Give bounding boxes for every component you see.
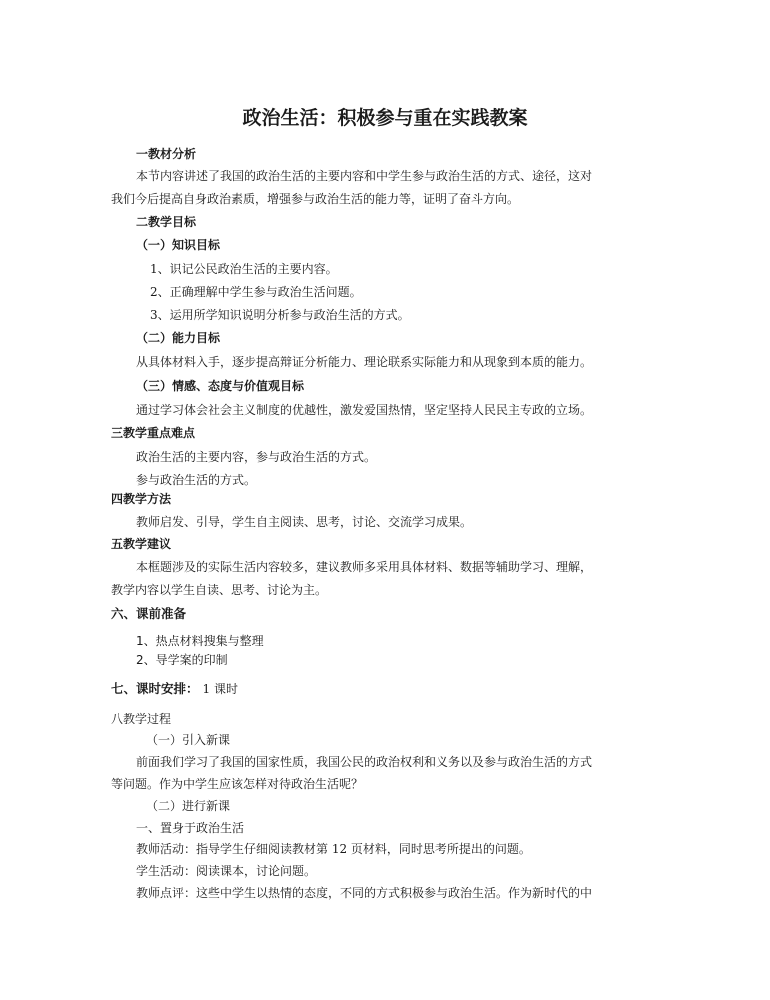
knowledge-goal-3: 3、运用所学知识说明分析参与政治生活的方式。 (150, 308, 410, 322)
section-2-heading: 二教学目标 (136, 215, 197, 229)
preparation-item-1: 1、热点材料搜集与整理 (136, 634, 264, 648)
teacher-comment: 教师点评：这些中学生以热情的态度，不同的方式积极参与政治生活。作为新时代的中 (136, 886, 593, 900)
section-1-paragraph-line-2: 我们今后提高自身政治素质，增强参与政治生活的能力等，证明了奋斗方向。 (111, 192, 520, 206)
section-7-heading: 七、课时安排： (111, 681, 199, 696)
section-1-heading: 一教材分析 (136, 147, 197, 161)
topic-1-heading: 一、置身于政治生活 (136, 821, 245, 835)
process-step-2-heading: （二）进行新课 (146, 799, 231, 813)
section-8-heading: 八教学过程 (111, 712, 172, 726)
section-4-heading: 四教学方法 (111, 492, 172, 506)
knowledge-goals-heading: （一）知识目标 (136, 238, 221, 252)
lesson-hours-value: 1 课时 (202, 682, 238, 696)
student-activity: 学生活动：阅读课本，讨论问题。 (136, 864, 317, 878)
suggestion-line-2: 教学内容以学生自读、思考、讨论为主。 (111, 583, 328, 597)
process-step-1-heading: （一）引入新课 (146, 733, 231, 747)
intro-line-2: 等问题。作为中学生应该怎样对待政治生活呢？ (111, 777, 364, 791)
section-1-paragraph-line-1: 本节内容讲述了我国的政治生活的主要内容和中学生参与政治生活的方式、途径，这对 (136, 169, 593, 183)
ability-goal-text: 从具体材料入手，逐步提高辩证分析能力、理论联系实际能力和从现象到本质的能力。 (136, 355, 593, 369)
ability-goals-heading: （二）能力目标 (136, 331, 221, 345)
preparation-item-2: 2、导学案的印制 (136, 653, 228, 667)
emotion-goal-text: 通过学习体会社会主义制度的优越性，激发爱国热情，坚定坚持人民民主专政的立场。 (136, 403, 593, 417)
intro-line-1: 前面我们学习了我国的国家性质，我国公民的政治权利和义务以及参与政治生活的方式 (136, 755, 593, 769)
key-point-2: 参与政治生活的方式。 (136, 473, 257, 487)
teaching-method-text: 教师启发、引导，学生自主阅读、思考，讨论、交流学习成果。 (136, 515, 473, 529)
knowledge-goal-2: 2、正确理解中学生参与政治生活问题。 (150, 285, 362, 299)
document-title: 政治生活：积极参与重在实践教案 (242, 107, 528, 129)
suggestion-line-1: 本框题涉及的实际生活内容较多，建议教师多采用具体材料、数据等辅助学习、理解， (136, 560, 593, 574)
emotion-goals-heading: （三）情感、态度与价值观目标 (136, 379, 305, 393)
teacher-activity: 教师活动：指导学生仔细阅读教材第 12 页材料，同时思考所提出的问题。 (136, 842, 531, 856)
section-7-line (111, 681, 238, 696)
section-6-heading: 六、课前准备 (111, 606, 187, 621)
key-point-1: 政治生活的主要内容，参与政治生活的方式。 (136, 450, 377, 464)
section-5-heading: 五教学建议 (111, 537, 172, 551)
knowledge-goal-1: 1、识记公民政治生活的主要内容。 (150, 262, 338, 276)
section-3-heading: 三教学重点难点 (111, 426, 196, 440)
